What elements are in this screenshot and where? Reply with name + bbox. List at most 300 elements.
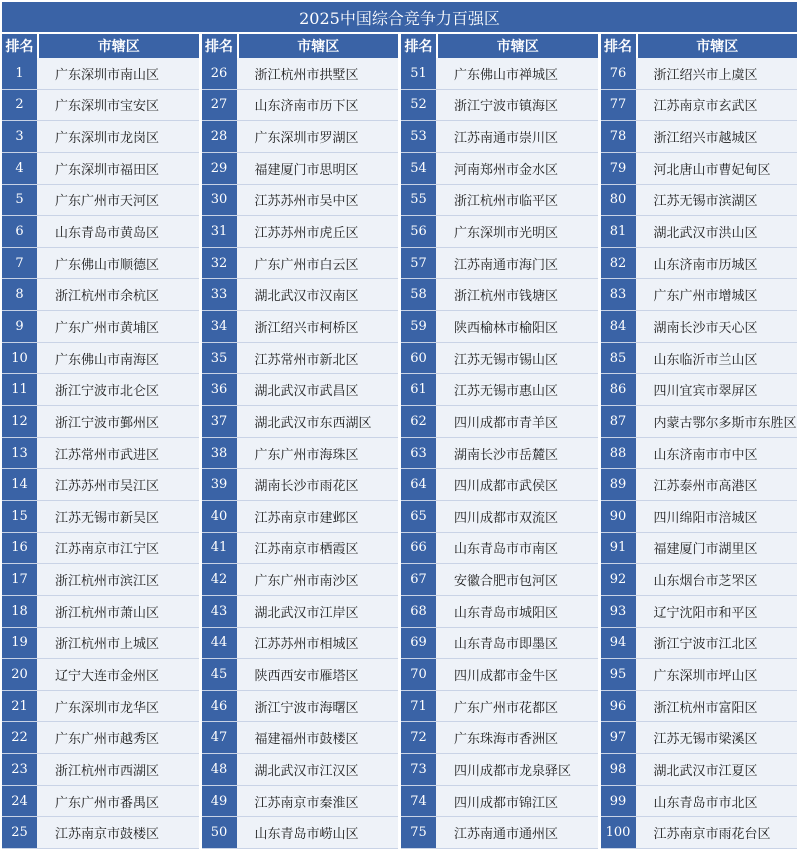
district-cell: 江苏苏州市吴中区 [254,194,359,210]
table-row [601,564,798,596]
rank-cell: 61 [401,374,436,405]
district-cell: 浙江绍兴市越城区 [653,131,758,147]
district-cell: 浙江杭州市滨江区 [55,574,160,590]
rank-header: 排名 [401,34,436,58]
table-row [202,248,399,280]
rank-cell: 63 [401,438,436,469]
table-row [601,58,798,90]
table-row [401,438,598,470]
rank-cell: 20 [2,659,37,690]
district-cell: 山东青岛市市南区 [454,542,559,558]
rank-cell: 99 [601,786,636,817]
table-row [2,406,199,438]
rank-cell: 54 [401,153,436,184]
district-cell: 广东广州市越秀区 [55,732,160,748]
rank-cell: 59 [401,311,436,342]
district-cell: 广东广州市番禺区 [55,795,160,811]
district-cell: 广东深圳市罗湖区 [254,131,359,147]
district-cell: 广东广州市南沙区 [254,574,359,590]
district-cell: 广东珠海市香洲区 [454,732,559,748]
column-header [2,34,199,58]
table-row [202,374,399,406]
rank-cell: 87 [601,406,636,437]
table-row [401,817,598,849]
district-cell: 四川成都市双流区 [454,510,559,526]
table-row [202,343,399,375]
district-cell: 湖北武汉市江岸区 [254,605,359,621]
table-row [202,153,399,185]
district-cell: 浙江杭州市钱塘区 [454,289,559,305]
district-cell: 山东济南市市中区 [653,447,758,463]
district-header: 市辖区 [438,34,598,58]
rank-cell: 70 [401,659,436,690]
table-row [601,786,798,818]
district-cell: 内蒙古鄂尔多斯市东胜区 [653,415,797,431]
table-row [401,216,598,248]
table-row [202,185,399,217]
district-cell: 辽宁大连市金州区 [55,668,160,684]
table-row [202,438,399,470]
rank-cell: 7 [2,248,37,279]
rank-cell: 90 [601,501,636,532]
rank-cell: 50 [202,817,237,848]
district-cell: 湖南长沙市雨花区 [254,479,359,495]
rank-cell: 71 [401,691,436,722]
district-cell: 广东深圳市宝安区 [55,99,160,115]
rank-cell: 26 [202,58,237,89]
rank-cell: 100 [601,817,636,848]
rank-cell: 19 [2,628,37,659]
district-cell: 浙江杭州市上城区 [55,637,160,653]
district-cell: 江苏无锡市滨湖区 [653,194,758,210]
district-cell: 江苏常州市新北区 [254,352,359,368]
rank-cell: 38 [202,438,237,469]
table-row [202,722,399,754]
rank-cell: 40 [202,501,237,532]
rank-cell: 86 [601,374,636,405]
rank-cell: 78 [601,121,636,152]
district-cell: 江苏南京市建邺区 [254,510,359,526]
district-cell: 江苏苏州市吴江区 [55,479,160,495]
rank-cell: 42 [202,564,237,595]
rank-cell: 98 [601,754,636,785]
rank-cell: 77 [601,90,636,121]
rank-cell: 29 [202,153,237,184]
district-cell: 广东深圳市光明区 [454,226,559,242]
rank-cell: 93 [601,596,636,627]
district-cell: 湖北武汉市洪山区 [653,226,758,242]
district-cell: 浙江宁波市海曙区 [254,700,359,716]
table-row [601,90,798,122]
rank-cell: 84 [601,311,636,342]
district-cell: 四川成都市青羊区 [454,415,559,431]
table-column [601,34,798,849]
rank-cell: 55 [401,185,436,216]
district-cell: 广东佛山市南海区 [55,352,160,368]
district-cell: 江苏南京市秦淮区 [254,795,359,811]
table-row [2,185,199,217]
district-cell: 江苏南京市栖霞区 [254,542,359,558]
table-row [202,628,399,660]
rank-cell: 60 [401,343,436,374]
rank-cell: 72 [401,722,436,753]
district-cell: 陕西榆林市榆阳区 [454,320,559,336]
table-row [601,533,798,565]
table-row [2,659,199,691]
district-cell: 广东深圳市南山区 [55,67,160,83]
table-row [601,659,798,691]
rank-cell: 28 [202,121,237,152]
rank-cell: 32 [202,248,237,279]
rank-cell: 79 [601,153,636,184]
table-row [2,58,199,90]
rank-cell: 48 [202,754,237,785]
rank-cell: 76 [601,58,636,89]
district-cell: 广东广州市海珠区 [254,447,359,463]
district-cell: 四川宜宾市翠屏区 [653,384,758,400]
rank-cell: 58 [401,279,436,310]
table-row [401,406,598,438]
district-cell: 江苏苏州市相城区 [254,637,359,653]
district-cell: 江苏南京市雨花台区 [653,827,771,843]
district-cell: 广东广州市天河区 [55,194,160,210]
rank-cell: 22 [2,722,37,753]
rank-cell: 12 [2,406,37,437]
district-cell: 山东临沂市兰山区 [653,352,758,368]
rank-cell: 21 [2,691,37,722]
district-cell: 浙江绍兴市上虞区 [653,67,758,83]
table-column [401,34,598,849]
table-row [202,121,399,153]
rank-cell: 15 [2,501,37,532]
district-cell: 河北唐山市曹妃甸区 [653,162,771,178]
table-row [202,533,399,565]
district-cell: 浙江绍兴市柯桥区 [254,320,359,336]
table-row [2,628,199,660]
district-cell: 福建厦门市思明区 [254,162,359,178]
table-row [401,279,598,311]
rank-cell: 5 [2,185,37,216]
district-cell: 浙江杭州市萧山区 [55,605,160,621]
table-row [601,596,798,628]
table-row [401,58,598,90]
rank-cell: 68 [401,596,436,627]
table-row [601,343,798,375]
rank-cell: 62 [401,406,436,437]
rank-cell: 25 [2,817,37,848]
district-cell: 四川成都市锦江区 [454,795,559,811]
rank-cell: 69 [401,628,436,659]
table-row [2,153,199,185]
rank-cell: 45 [202,659,237,690]
rank-cell: 85 [601,343,636,374]
rank-cell: 33 [202,279,237,310]
table-row [2,501,199,533]
table-row [401,311,598,343]
rank-cell: 41 [202,533,237,564]
district-cell: 山东青岛市城阳区 [454,605,559,621]
district-cell: 安徽合肥市包河区 [454,574,559,590]
district-header: 市辖区 [39,34,199,58]
rank-cell: 16 [2,533,37,564]
rank-cell: 83 [601,279,636,310]
district-cell: 江苏常州市武进区 [55,447,160,463]
rank-cell: 43 [202,596,237,627]
district-cell: 广东深圳市龙华区 [55,700,160,716]
table-row [2,596,199,628]
table-row [2,438,199,470]
rank-cell: 96 [601,691,636,722]
district-cell: 浙江杭州市临平区 [454,194,559,210]
table-column [202,34,399,849]
table-row [401,248,598,280]
column-header [202,34,399,58]
rank-cell: 39 [202,469,237,500]
rank-cell: 51 [401,58,436,89]
district-cell: 湖南长沙市岳麓区 [454,447,559,463]
district-cell: 广东佛山市顺德区 [55,257,160,273]
rank-cell: 88 [601,438,636,469]
district-cell: 浙江杭州市富阳区 [653,700,758,716]
table-row [202,596,399,628]
table-row [401,501,598,533]
table-row [401,121,598,153]
table-row [2,121,199,153]
table-row [2,248,199,280]
rank-cell: 49 [202,786,237,817]
district-cell: 广东深圳市坪山区 [653,668,758,684]
rank-cell: 17 [2,564,37,595]
rank-cell: 53 [401,121,436,152]
rank-cell: 74 [401,786,436,817]
table-row [601,311,798,343]
table-row [601,374,798,406]
rank-cell: 89 [601,469,636,500]
table-row [202,406,399,438]
table-row [202,279,399,311]
table-row [401,343,598,375]
table-row [401,691,598,723]
rank-cell: 80 [601,185,636,216]
table-row [601,121,798,153]
rank-cell: 75 [401,817,436,848]
rank-cell: 35 [202,343,237,374]
table-column [2,34,199,849]
table-row [2,754,199,786]
district-cell: 四川绵阳市涪城区 [653,510,758,526]
table-row [601,248,798,280]
table-row [401,153,598,185]
table-row [401,596,598,628]
rank-cell: 64 [401,469,436,500]
rank-cell: 30 [202,185,237,216]
table-row [601,501,798,533]
table-row [601,438,798,470]
rank-cell: 4 [2,153,37,184]
rank-cell: 9 [2,311,37,342]
rank-cell: 3 [2,121,37,152]
table-row [202,691,399,723]
district-cell: 辽宁沈阳市和平区 [653,605,758,621]
district-cell: 湖北武汉市武昌区 [254,384,359,400]
district-cell: 广东广州市花都区 [454,700,559,716]
table-row [601,185,798,217]
rank-cell: 13 [2,438,37,469]
column-header [401,34,598,58]
district-cell: 江苏南通市海门区 [454,257,559,273]
table-row [601,279,798,311]
table-row [401,628,598,660]
table-row [601,216,798,248]
rank-cell: 47 [202,722,237,753]
district-cell: 江苏南京市玄武区 [653,99,758,115]
rank-cell: 31 [202,216,237,247]
rank-cell: 91 [601,533,636,564]
table-title: 2025中国综合竞争力百强区 [2,2,797,32]
table-row [202,659,399,691]
rank-cell: 18 [2,596,37,627]
rank-cell: 8 [2,279,37,310]
table-row [202,90,399,122]
table-row [2,374,199,406]
district-cell: 江苏无锡市惠山区 [454,384,559,400]
district-cell: 山东济南市历下区 [254,99,359,115]
district-cell: 江苏苏州市虎丘区 [254,226,359,242]
district-cell: 江苏无锡市锡山区 [454,352,559,368]
rank-cell: 95 [601,659,636,690]
table-row [601,691,798,723]
table-row [2,90,199,122]
table-row [202,564,399,596]
table-row [202,754,399,786]
rank-cell: 37 [202,406,237,437]
table-row [2,817,199,849]
district-cell: 江苏无锡市梁溪区 [653,732,758,748]
rank-cell: 94 [601,628,636,659]
district-cell: 湖北武汉市东西湖区 [254,415,372,431]
table-row [401,533,598,565]
district-cell: 广东广州市增城区 [653,289,758,305]
table-row [401,659,598,691]
table-row [202,817,399,849]
table-row [202,469,399,501]
rank-cell: 23 [2,754,37,785]
district-cell: 浙江杭州市西湖区 [55,763,160,779]
rank-cell: 36 [202,374,237,405]
table-row [202,786,399,818]
table-row [601,817,798,849]
district-cell: 浙江杭州市余杭区 [55,289,160,305]
rank-header: 排名 [202,34,237,58]
table-row [601,754,798,786]
district-cell: 广东佛山市禅城区 [454,67,559,83]
district-cell: 湖北武汉市江汉区 [254,763,359,779]
table-row [202,216,399,248]
rank-cell: 14 [2,469,37,500]
district-cell: 福建厦门市湖里区 [653,542,758,558]
rank-cell: 56 [401,216,436,247]
district-cell: 山东青岛市市北区 [653,795,758,811]
district-cell: 四川成都市武侯区 [454,479,559,495]
table-row [202,311,399,343]
rank-cell: 34 [202,311,237,342]
table-grid [2,34,797,849]
rank-cell: 46 [202,691,237,722]
table-row [2,216,199,248]
rank-cell: 92 [601,564,636,595]
district-cell: 浙江杭州市拱墅区 [254,67,359,83]
table-row [2,533,199,565]
district-cell: 山东青岛市崂山区 [254,827,359,843]
table-row [601,628,798,660]
table-row [2,786,199,818]
table-row [2,564,199,596]
rank-cell: 73 [401,754,436,785]
rank-cell: 1 [2,58,37,89]
rank-cell: 66 [401,533,436,564]
district-cell: 江苏南通市崇川区 [454,131,559,147]
rank-cell: 65 [401,501,436,532]
table-row [601,722,798,754]
district-header: 市辖区 [638,34,798,58]
district-cell: 广东广州市黄埔区 [55,320,160,336]
table-row [2,691,199,723]
rank-cell: 57 [401,248,436,279]
table-row [202,58,399,90]
district-cell: 湖北武汉市江夏区 [653,763,758,779]
rank-cell: 6 [2,216,37,247]
table-row [401,754,598,786]
table-row [2,343,199,375]
district-cell: 福建福州市鼓楼区 [254,732,359,748]
rank-cell: 44 [202,628,237,659]
district-cell: 江苏南京市江宁区 [55,542,160,558]
table-row [601,153,798,185]
district-cell: 山东济南市历城区 [653,257,758,273]
table-row [2,311,199,343]
rank-cell: 24 [2,786,37,817]
district-cell: 山东烟台市芝罘区 [653,574,758,590]
district-header: 市辖区 [239,34,399,58]
rank-cell: 2 [2,90,37,121]
district-cell: 浙江宁波市鄞州区 [55,415,160,431]
district-cell: 广东深圳市龙岗区 [55,131,160,147]
district-cell: 江苏无锡市新吴区 [55,510,160,526]
rank-cell: 81 [601,216,636,247]
district-cell: 广东广州市白云区 [254,257,359,273]
rank-cell: 67 [401,564,436,595]
district-cell: 四川成都市龙泉驿区 [454,763,572,779]
table-row [2,469,199,501]
district-cell: 山东青岛市黄岛区 [55,226,160,242]
district-cell: 江苏南京市鼓楼区 [55,827,160,843]
table-row [401,786,598,818]
table-row [401,564,598,596]
table-row [2,722,199,754]
rank-cell: 10 [2,343,37,374]
table-row [2,279,199,311]
rank-header: 排名 [2,34,37,58]
rank-cell: 97 [601,722,636,753]
table-row [401,374,598,406]
rank-cell: 82 [601,248,636,279]
district-cell: 陕西西安市雁塔区 [254,668,359,684]
rank-header: 排名 [601,34,636,58]
table-row [601,469,798,501]
district-cell: 江苏南通市通州区 [454,827,559,843]
rank-cell: 52 [401,90,436,121]
district-cell: 浙江宁波市镇海区 [454,99,559,115]
